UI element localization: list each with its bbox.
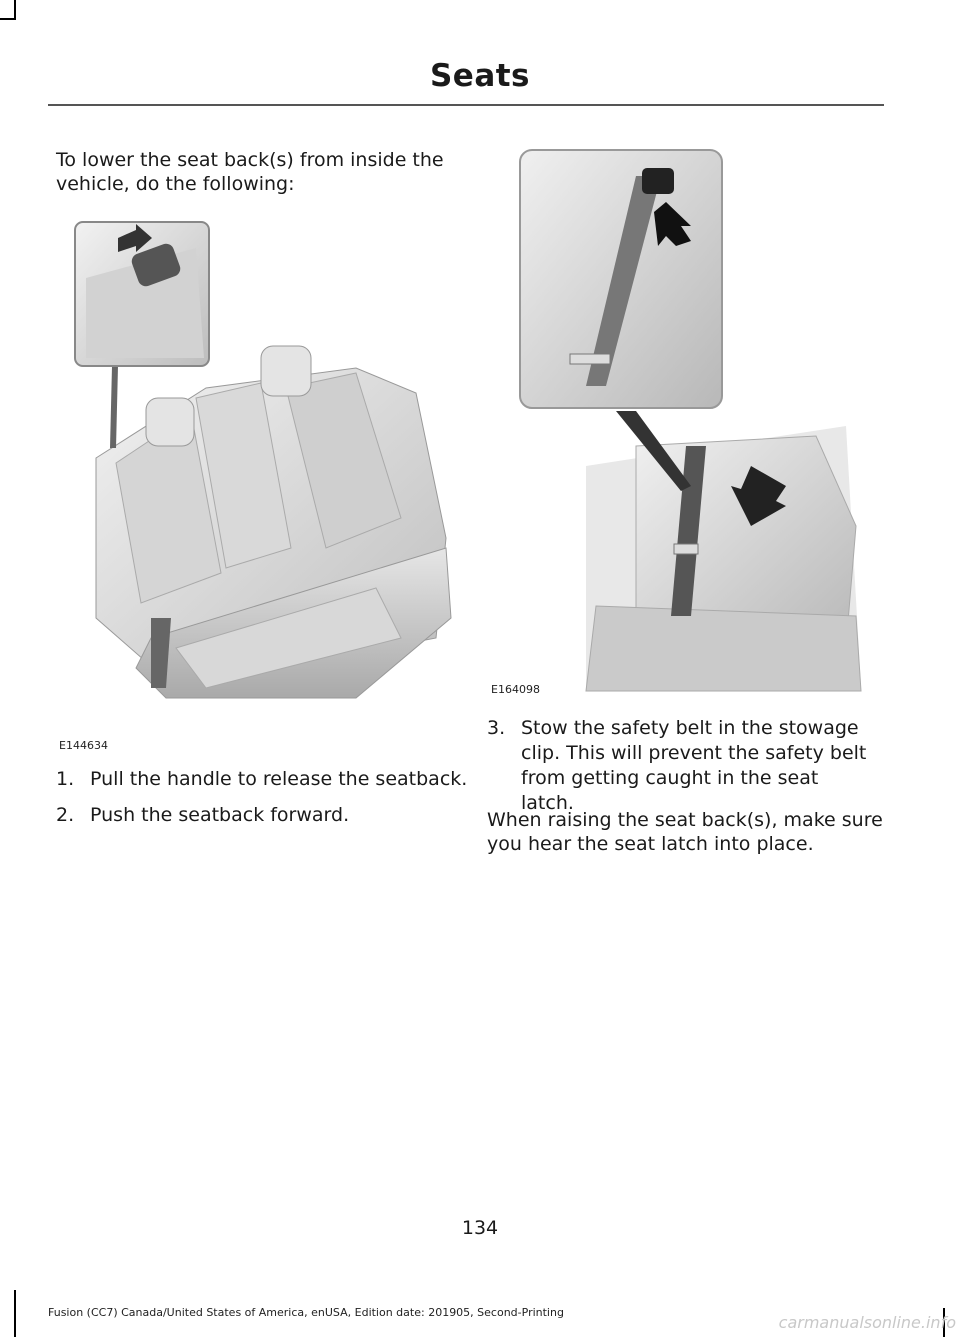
watermark: carmanualsonline.info: [778, 1313, 956, 1332]
footer-text: Fusion (CC7) Canada/United States of America, enUSA, Edition date: 201905, Second-Printing: [48, 1306, 564, 1319]
intro-paragraph: To lower the seat back(s) from inside the vehicle, do the following:: [56, 149, 444, 195]
step-number: 1.: [56, 768, 75, 790]
crop-mark-bottom-left-v: [14, 1290, 16, 1337]
closing-paragraph: When raising the seat back(s), make sure you hear the seat latch into place.: [487, 809, 883, 855]
page-number: 134: [461, 1217, 499, 1239]
safety-belt-illustration: [486, 146, 876, 696]
rear-seat-illustration: [56, 218, 456, 756]
step-3: [487, 716, 887, 814]
step-text: Pull the handle to release the seatback.: [90, 768, 468, 790]
step-number: 3.: [487, 717, 506, 739]
page-title: Seats: [429, 58, 531, 94]
header-rule: [48, 104, 884, 106]
step-text: Stow the safety belt in the stowage clip. This will prevent the safety belt from getting caught in the seat latch.: [521, 717, 867, 814]
crop-mark-top-left-v: [14, 0, 16, 20]
figure-label-left: E144634: [59, 739, 108, 752]
figure-label-right: E164098: [491, 683, 540, 696]
step-text: Push the seatback forward.: [90, 804, 350, 826]
step-number: 2.: [56, 804, 75, 826]
crop-mark-top-left-h: [0, 18, 16, 20]
